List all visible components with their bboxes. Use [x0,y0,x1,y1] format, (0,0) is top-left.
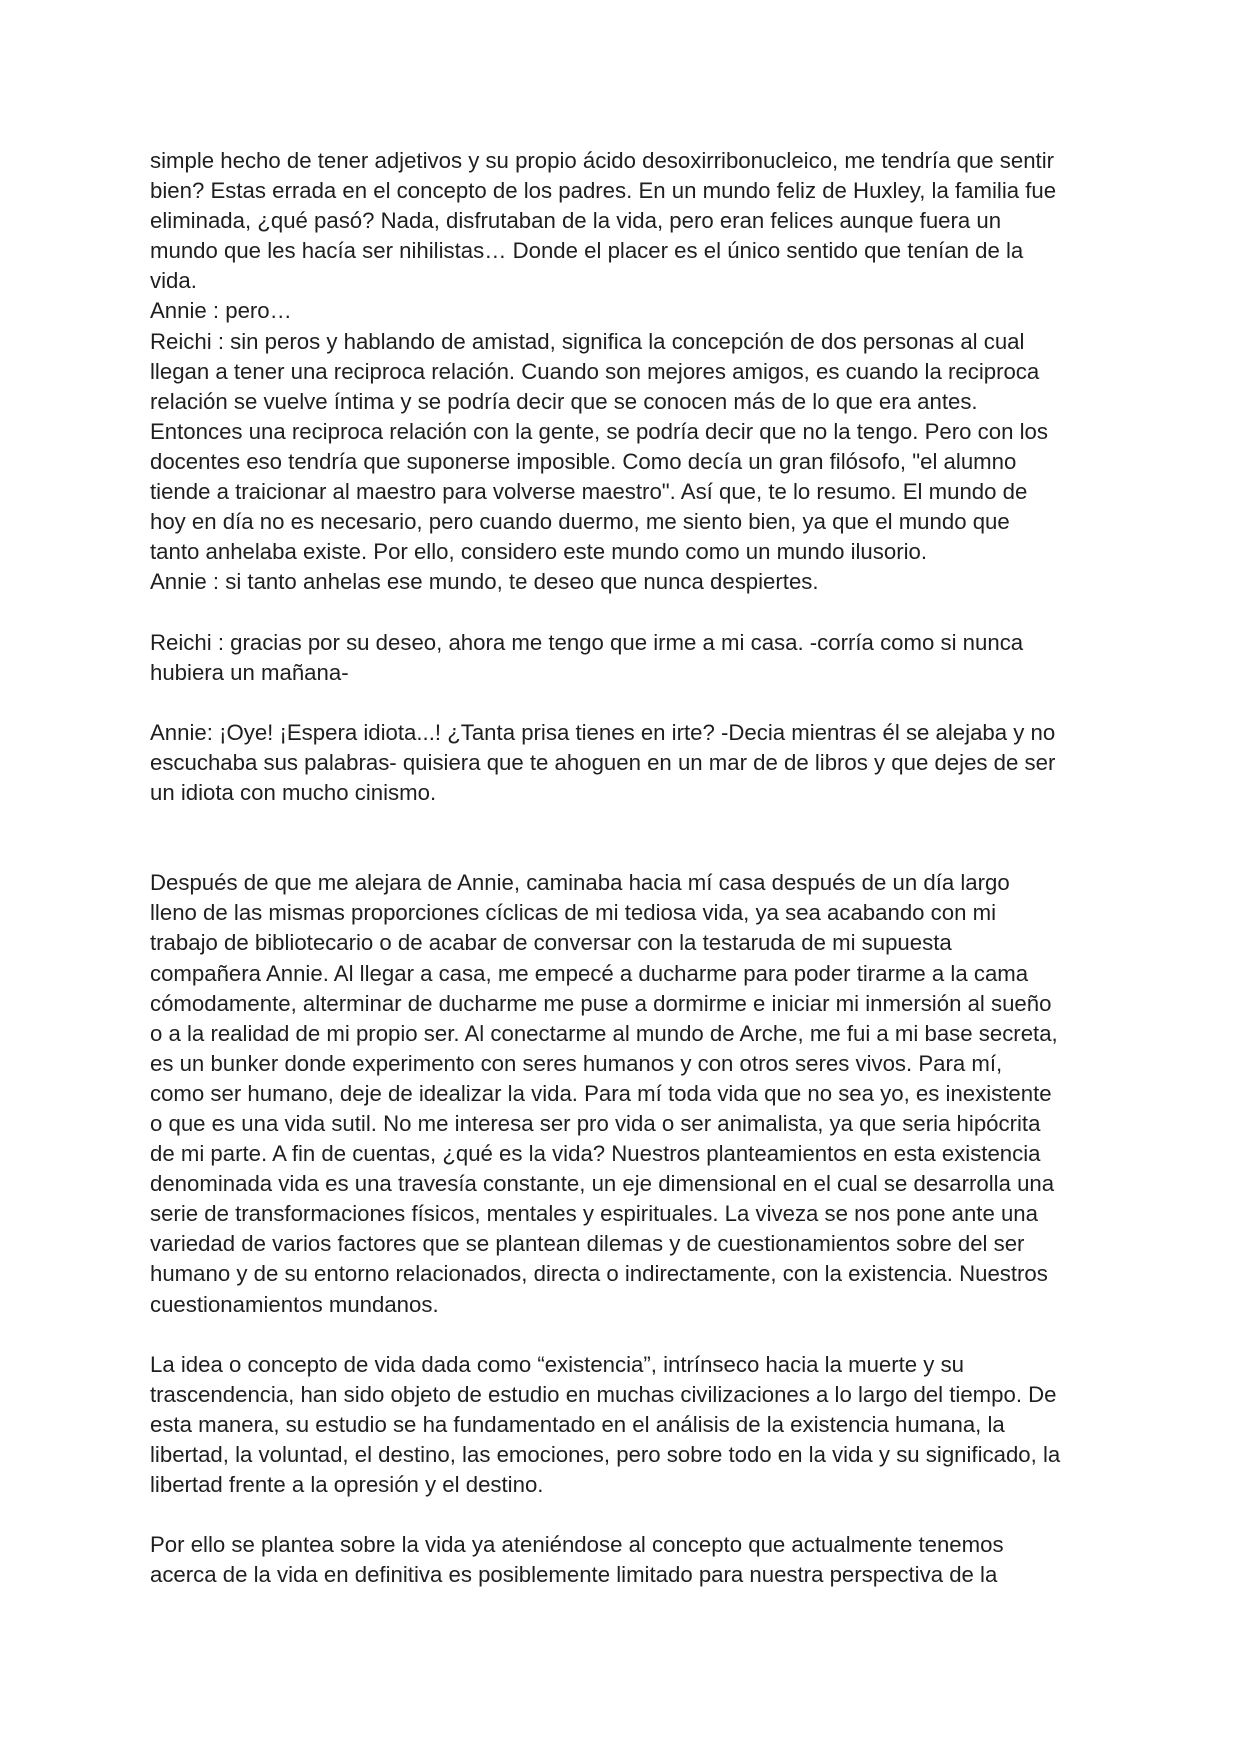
text-line: compañera Annie. Al llegar a casa, me empecé a ducharme para poder tirarme a la cama [150,960,1029,986]
text-line: Annie: ¡Oye! ¡Espera idiota...! ¿Tanta prisa tienes en irte? -Decia mientras él se alejaba y no [150,719,1056,745]
text-line: simple hecho de tener adjetivos y su propio ácido desoxirribonucleico, me tendría que sentir [150,148,1055,173]
text-line: esta manera, su estudio se ha fundamentado en el análisis de la existencia humana, la [150,1411,1005,1437]
text-line: es un bunker donde experimento con seres humanos y con otros seres vivos. Para mí, [150,1050,1003,1076]
text-line: libertad frente a la opresión y el destino. [150,1472,544,1498]
text-line: relación se vuelve íntima y se podría decir que se conocen más de lo que era antes. [150,388,978,414]
text-line: lleno de las mismas proporciones cíclicas de mi tediosa vida, ya sea acabando con mi [150,900,997,926]
text-line: docentes eso tendría que suponerse imposible. Como decía un gran filósofo, "el alumno [150,448,1017,474]
text-line: La idea o concepto de vida dada como “existencia”, intrínseco hacia la muerte y su [150,1351,965,1377]
text-line: mundo que les hacía ser nihilistas… Donde el placer es el único sentido que tenían de la [150,238,1024,264]
paragraph-spacer [150,1500,1100,1530]
dialogue-annie-1 [150,296,1100,326]
text-line: trascendencia, han sido objeto de estudio en muchas civilizaciones a lo largo del tiempo. De [150,1381,1057,1407]
section-spacer [150,808,1100,868]
text-line: trabajo de bibliotecario o de acabar de conversar con la testaruda de mi supuesta [150,930,952,956]
narrative-paragraph-2 [150,1350,1100,1500]
text-line: llegan a tener una reciproca relación. Cuando son mejores amigos, es cuando la reciproca [150,358,1040,384]
text-line: serie de transformaciones físicos, mentales y espirituales. La viveza se nos pone ante una [150,1201,1038,1227]
text-line: libertad, la voluntad, el destino, las emociones, pero sobre todo en la vida y su significado, la [150,1442,1061,1468]
text-line: como ser humano, deje de idealizar la vida. Para mí toda vida que no sea yo, es inexistente [150,1080,1052,1106]
text-line: denominada vida es una travesía constante, un eje dimensional en el cual se desarrolla una [150,1171,1055,1197]
text-line: vida. [150,268,197,294]
narrative-paragraph-3 [150,1530,1100,1590]
text-line: eliminada, ¿qué pasó? Nada, disfrutaban de la vida, pero eran felices aunque fuera un [150,208,1002,234]
text-line: Annie : pero… [150,298,292,324]
document-body [150,146,1100,1591]
text-line: bien? Estas errada en el concepto de los padres. En un mundo feliz de Huxley, la familia fue [150,178,1057,204]
text-line: tanto anhelaba existe. Por ello, considero este mundo como un mundo ilusorio. [150,539,928,565]
text-line: acerca de la vida en definitiva es posiblemente limitado para nuestra perspectiva de la [150,1562,998,1588]
paragraph-spacer [150,1320,1100,1350]
paragraph-spacer [150,597,1100,627]
text-line: un idiota con mucho cinismo. [150,779,437,805]
text-line: Después de que me alejara de Annie, caminaba hacia mí casa después de un día largo [150,870,1010,896]
dialogue-reichi-1 [150,327,1100,568]
text-line: escuchaba sus palabras- quisiera que te ahoguen en un mar de de libros y que dejes de ser [150,749,1056,775]
dialogue-reichi-2 [150,628,1100,688]
paragraph-spacer [150,688,1100,718]
text-line: humano y de su entorno relacionados, directa o indirectamente, con la existencia. Nuestros [150,1261,1048,1287]
text-line: tiende a traicionar al maestro para volverse maestro". Así que, te lo resumo. El mundo de [150,479,1028,505]
dialogue-annie-3 [150,718,1100,808]
text-line: hubiera un mañana- [150,659,349,685]
text-line: Annie : si tanto anhelas ese mundo, te deseo que nunca despiertes. [150,569,819,595]
text-line: Reichi : sin peros y hablando de amistad, significa la concepción de dos personas al cual [150,328,1025,354]
text-line: Por ello se plantea sobre la vida ya ateniéndose al concepto que actualmente tenemos [150,1532,1004,1558]
text-line: Reichi : gracias por su deseo, ahora me tengo que irme a mi casa. -corría como si nunca [150,629,1024,655]
text-line: Entonces una reciproca relación con la gente, se podría decir que no la tengo. Pero con los [150,418,1048,444]
text-line: variedad de varios factores que se plantean dilemas y de cuestionamientos sobre del ser [150,1231,1025,1257]
text-line: cómodamente, alterminar de ducharme me puse a dormirme e iniciar mi inmersión al sueño [150,990,1052,1016]
dialogue-annie-2 [150,567,1100,597]
text-line: hoy en día no es necesario, pero cuando duermo, me siento bien, ya que el mundo que [150,509,1010,535]
text-line: o que es una vida sutil. No me interesa ser pro vida o ser animalista, ya que seria hipócrita [150,1111,1041,1136]
paragraph-intro [150,146,1100,296]
narrative-paragraph-1 [150,868,1100,1319]
text-line: o a la realidad de mi propio ser. Al conectarme al mundo de Arche, me fui a mi base secreta, [150,1020,1058,1046]
text-line: de mi parte. A fin de cuentas, ¿qué es la vida? Nuestros planteamientos en esta existencia [150,1141,1041,1167]
text-line: cuestionamientos mundanos. [150,1291,439,1317]
